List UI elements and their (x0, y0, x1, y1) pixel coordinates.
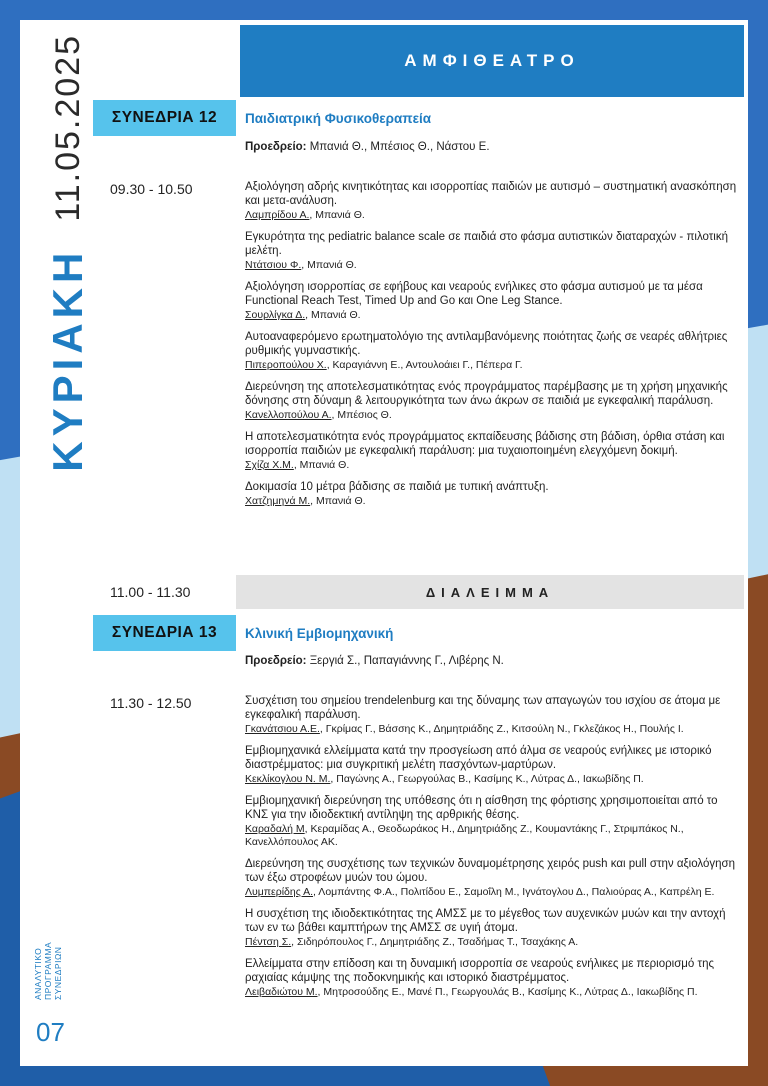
room-header: ΑΜΦΙΘΕΑΤΡΟ (240, 25, 744, 97)
talk-item: Διερεύνηση της αποτελεσματικότητας ενός προγράμματος παρέμβασης με τη χρήση μηχανικής δόνησης στη δύναμη & λειτουργικότητα των άνω άκρων σε παιδιά με εγκεφαλική παράλυση. Κανελλοπούλου Α., Μπέσιος Θ. (245, 381, 728, 421)
talk-item: Διερεύνηση της συσχέτισης των τεχνικών δυναμομέτρησης χειρός push και pull στην αξιολόγηση των έξω στροφέων μυών του ώμου. Λυμπερίδης Α., Λομπάντης Φ.Α., Πολιτίδου Ε., Σαμοΐλη Μ., Ιγνάτογλου Δ., Παλιούρας Α., Καπρέλη Ε. (245, 858, 735, 898)
session-13-header (93, 615, 744, 651)
talk-item: Η συσχέτιση της ιδιοδεκτικότητας της ΑΜΣΣ με το μέγεθος των αυχενικών μυών και την αντοχή των εν τω βάθει καμπτήρων της ΑΜΣΣ σε υγιή άτομα. Πέντση Σ., Σιδηρόπουλος Γ., Δημητριάδης Ζ., Τσαδήμας Τ., Τσαχάκης Α. (245, 908, 726, 948)
footer-caption: ΑΝΑΛΥΤΙΚΟ ΠΡΟΓΡΑΜΜΑ ΣΥΝΕΔΡΙΩΝ (33, 941, 63, 1000)
session-tag: ΣΥΝΕΔΡΙΑ 13 (93, 615, 236, 651)
talk-item: Η αποτελεσματικότητα ενός προγράμματος εκπαίδευσης βάδισης στη βάδιση, όρθια στάση και ισορροπία παιδιών με εγκεφαλική παράλυση: μια τυχαιοποιημένη ελεγχόμενη δοκιμή. Σχίζα Χ.Μ., Μπανιά Θ. (245, 431, 725, 471)
session-tag: ΣΥΝΕΔΡΙΑ 12 (93, 100, 236, 136)
talk-item: Δοκιμασία 10 μέτρα βάδισης σε παιδιά με τυπική ανάπτυξη. Χατζημηνά Μ., Μπανιά Θ. (245, 481, 549, 507)
talk-item: Συσχέτιση του σημείου trendelenburg και της δύναμης των απαγωγών του ισχίου σε άτομα με εγκεφαλική παράλυση. Γκανάτσιου Α.Ε., Γκρίμας Γ., Βάσσης Κ., Δημητριάδης Ζ., Κιτσούλη Ν., Γκλεζάκος Η., Πουλής Ι. (245, 695, 721, 735)
talk-item: Αξιολόγηση ισορροπίας σε εφήβους και νεαρούς ενήλικες στο φάσμα αυτισμού με τα μέσα Functional Reach Test, Timed Up and Go και One Leg Stance. Σουρλίγκα Δ., Μπανιά Θ. (245, 281, 703, 321)
talk-item: Εμβιομηχανικά ελλείμματα κατά την προσγείωση από άλμα σε νεαρούς ενήλικες με ιστορικό διαστρέμματος: μια συγκριτική μελέτη πασχόντων-μαρτύρων. Κεκλίκογλου Ν. Μ., Παγώνης Α., Γεωργούλας Β., Κασίμης Κ., Λύτρας Δ., Ιακωβίδης Π. (245, 745, 712, 785)
break-label: ΔΙΑΛΕΙΜΜΑ (236, 575, 744, 609)
talk-item: Εγκυρότητα της pediatric balance scale σε παιδιά στο φάσμα αυτιστικών διαταραχών - πιλοτική μελέτη. Ντάτσιου Φ., Μπανιά Θ. (245, 231, 728, 271)
talk-item: Εμβιομηχανική διερεύνηση της υπόθεσης ότι η αίσθηση της φόρτισης χρησιμοποιείται από το ΚΝΣ για την ιδιοδεκτική αντίληψη της αρθρικής θέσης. Καραδαλή Μ, Κεραμίδας Α., Θεοδωράκος Η., Δημητριάδης Ζ., Κουμαντάκης Γ., Στριμπάκος Ν., Κανελλόπουλος ΑΚ. (245, 795, 718, 848)
session-time: 09.30 - 10.50 (110, 181, 193, 197)
session-12-header (93, 100, 744, 136)
talk-item: Ελλείμματα στην επίδοση και τη δυναμική ισορροπία σε νεαρούς ενήλικες με περιορισμό της ραχιαίας κάμψης της ποδοκνημικής και ιστορικό διαστρέμματος. Λειβαδιώτου Μ., Μητροσούδης Ε., Μανέ Π., Γεωργουλάς Β., Κασίμης Κ., Λύτρας Δ., Ιακωβίδης Π. (245, 958, 715, 998)
talk-item: Αξιολόγηση αδρής κινητικότητας και ισορροπίας παιδιών με αυτισμό – συστηματική ανασκόπηση και μετα-ανάλυση. Λαμπρίδου Α., Μπανιά Θ. (245, 181, 737, 221)
session-title: Παιδιατρική Φυσικοθεραπεία (245, 110, 432, 126)
page-number: 07 (36, 1017, 65, 1047)
date-label: 11.05.2025 (48, 34, 87, 222)
vertical-heading (38, 34, 98, 474)
day-label: ΚΥΡΙΑΚΗ (44, 247, 91, 472)
break-row (93, 575, 744, 609)
talk-item: Αυτοαναφερόμενο ερωτηματολόγιο της αντιλαμβανόμενης ποιότητας ζωής σε νεαρές αθλήτριες ρυθμικής γυμναστικής. Πιπεροπούλου Χ., Καραγιάννη Ε., Αντουλοάιει Γ., Πέπερα Γ. (245, 331, 728, 371)
session-13-talks (245, 694, 740, 1007)
session-title: Κλινική Εμβιομηχανική (245, 625, 394, 641)
session-12-talks (245, 180, 740, 516)
session-chairs: Προεδρείο: Μπανιά Θ., Μπέσιος Θ., Νάστου Ε. (245, 141, 490, 153)
break-time: 11.00 - 11.30 (110, 584, 191, 600)
day-rail (20, 20, 102, 1066)
session-chairs: Προεδρείο: Ξεργιά Σ., Παπαγιάννης Γ., Λιβέρης Ν. (245, 655, 504, 667)
session-time: 11.30 - 12.50 (110, 695, 192, 711)
program-page (20, 20, 748, 1066)
